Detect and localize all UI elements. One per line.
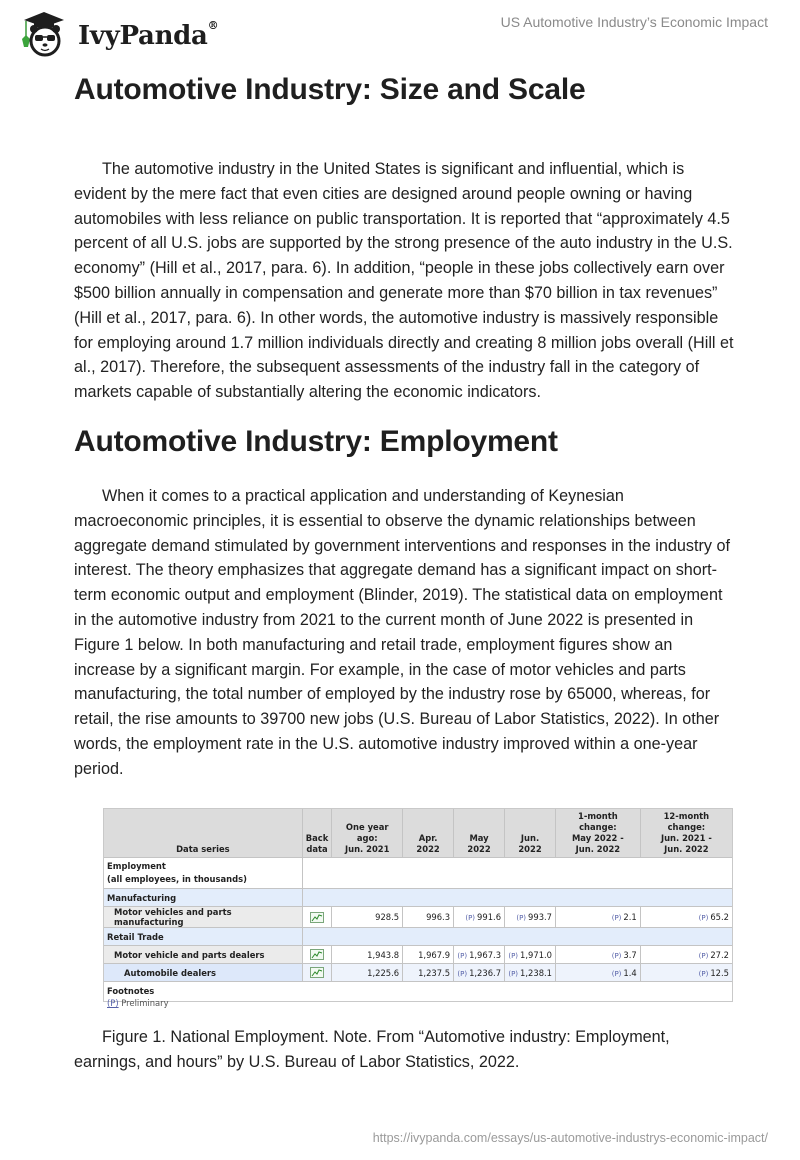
cell-value: 1,238.1 [520, 967, 553, 978]
cell-jun-2022 [505, 907, 556, 928]
preliminary-footnote-link[interactable]: (P) [107, 998, 119, 1008]
cell-value: 3.7 [623, 949, 637, 960]
group-spacer [302, 858, 732, 889]
cell-value: 1,236.7 [469, 967, 502, 978]
section-label: Manufacturing [104, 889, 302, 907]
row-label: Motor vehicles and parts manufacturing [104, 907, 302, 928]
col-header-may-2022: May 2022 [454, 809, 505, 858]
col-header-series: Data series [104, 809, 302, 858]
cell-jun-2022 [505, 964, 556, 982]
cell-jun-2021: 1,225.6 [332, 964, 403, 982]
row-label: Automobile dealers [104, 964, 302, 982]
col-header-jun-2021 [332, 809, 403, 858]
col-header-apr-2022: Apr. 2022 [403, 809, 454, 858]
sparkline-chart-icon[interactable] [310, 949, 324, 960]
section-heading-size-and-scale: Automotive Industry: Size and Scale [74, 73, 586, 106]
sparkline-chart-icon[interactable] [310, 967, 324, 978]
figure-caption: Figure 1. National Employment. Note. From “Automotive industry: Employment, earnings, and hours” by U.S. Bureau of Labor Statistics, 2022. [74, 1028, 670, 1071]
col-header-12-month-change [640, 809, 732, 858]
back-data-link[interactable] [302, 946, 332, 964]
cell-1-month-change [556, 907, 641, 928]
cell-value: 65.2 [710, 912, 729, 922]
cell-12-month-change [640, 964, 732, 982]
cell-apr-2022: 1,967.9 [403, 946, 454, 964]
table-group-row-employment [104, 858, 732, 889]
employment-table [104, 809, 732, 982]
footnote-text: Preliminary [118, 998, 169, 1008]
footnote-preliminary [107, 998, 729, 1008]
sparkline-chart-icon[interactable] [310, 912, 324, 923]
col-header-back-line2: data [306, 844, 328, 854]
group-subtitle: (all employees, in thousands) [107, 874, 247, 884]
group-title: Employment [107, 861, 166, 871]
cell-jun-2022 [505, 946, 556, 964]
section-label: Retail Trade [104, 928, 302, 946]
col-header-back-data [302, 809, 332, 858]
cell-jun-2021: 928.5 [332, 907, 403, 928]
preliminary-link[interactable]: (P) [508, 951, 519, 960]
cell-value: 1,971.0 [520, 949, 553, 960]
cell-may-2022 [454, 907, 505, 928]
col-header-jun2021-line1: One year ago: [345, 822, 389, 843]
preliminary-link[interactable]: (P) [457, 969, 468, 978]
registered-mark: ® [207, 19, 219, 32]
cell-value: 1.4 [623, 967, 637, 978]
col-header-12m-line2: Jun. 2021 - [660, 833, 712, 843]
cell-value: 2.1 [623, 912, 637, 922]
cell-value: 12.5 [710, 967, 729, 978]
col-header-back-line1: Back [305, 833, 329, 843]
paragraph-size-and-scale: The automotive industry in the United States is significant and influential, which is evident by the mere fact that even cities are designed around people owning or having automobiles with less reliance on public transportation. It is reported that “approximately 4.5 percent of all U.S. jobs are supported by the strong presence of the auto industry in the U.S. economy” (Hill et al., 2017, para. 6). In addition, “people in these jobs collectively earn over $500 billion annually in compensation and generate more than $70 billion in tax revenues” (Hill et al., 2017, para. 6). In other words, the automotive industry is massively responsible for employing around 1.7 million individuals directly and creating 8 million jobs overall (Hill et al., 2017). Therefore, the subsequent assessments of the industry fall in the category of markets capable of substantially altering the economic indicators. [74, 160, 734, 402]
preliminary-link[interactable]: (P) [516, 914, 527, 922]
footnotes-title: Footnotes [107, 986, 155, 996]
section-heading-employment: Automotive Industry: Employment [74, 425, 558, 458]
preliminary-link[interactable]: (P) [465, 914, 476, 922]
col-header-12m-line1: 12-month change: [663, 811, 710, 832]
back-data-link[interactable] [302, 964, 332, 982]
panda-graduate-icon [18, 7, 74, 57]
preliminary-link[interactable]: (P) [611, 951, 622, 960]
section-spacer [302, 889, 732, 907]
table-section-row-retail [104, 928, 732, 946]
row-label: Motor vehicle and parts dealers [104, 946, 302, 964]
source-url[interactable]: https://ivypanda.com/essays/us-automotive-industrys-economic-impact/ [372, 1131, 768, 1145]
col-header-1m-line1: 1-month change: [578, 811, 618, 832]
cell-may-2022 [454, 964, 505, 982]
brand-name [78, 21, 218, 51]
table-header-row [104, 809, 732, 858]
preliminary-link[interactable]: (P) [611, 969, 622, 978]
table-row [104, 964, 732, 982]
preliminary-link[interactable]: (P) [457, 951, 468, 960]
col-header-1m-line3: Jun. 2022 [575, 844, 621, 854]
cell-1-month-change [556, 946, 641, 964]
cell-value: 993.7 [528, 912, 553, 922]
page-header [0, 0, 800, 60]
table-row [104, 946, 732, 964]
col-header-1m-line2: May 2022 - [571, 833, 624, 843]
col-header-12m-line3: Jun. 2022 [664, 844, 709, 854]
preliminary-link[interactable]: (P) [611, 914, 622, 922]
preliminary-link[interactable]: (P) [698, 951, 709, 960]
brand-label: IvyPanda [78, 21, 208, 51]
document-title: US Automotive Industry’s Economic Impact [500, 14, 768, 30]
cell-12-month-change [640, 907, 732, 928]
cell-value: 991.6 [477, 912, 502, 922]
cell-may-2022 [454, 946, 505, 964]
preliminary-link[interactable]: (P) [698, 914, 709, 922]
section-spacer [302, 928, 732, 946]
ivypanda-logo[interactable] [18, 7, 218, 57]
table-footnotes [104, 982, 732, 1012]
cell-apr-2022: 1,237.5 [403, 964, 454, 982]
col-header-jun-2022: Jun. 2022 [505, 809, 556, 858]
group-label [104, 858, 302, 889]
cell-value: 27.2 [710, 949, 729, 960]
cell-1-month-change [556, 964, 641, 982]
cell-12-month-change [640, 946, 732, 964]
col-header-1-month-change [556, 809, 641, 858]
cell-value: 1,967.3 [469, 949, 502, 960]
table-section-row-manufacturing [104, 889, 732, 907]
paragraph-employment: When it comes to a practical application and understanding of Keynesian macroeconomic principles, it is essential to observe the dynamic relationships between aggregate demand stimulated by government interventions and responses in the industry of interest. The theory emphasizes that aggregate demand has a significant impact on short-term economic output and employment (Blinder, 2019). The statistical data on employment in the automotive industry from 2021 to the current month of June 2022 is presented in Figure 1 below. In both manufacturing and retail trade, employment figures show an increase by a significant margin. For example, in the case of motor vehicles and parts manufacturing, the total number of employed by the industry rose by 65000, whereas, for retail, the rise amounts to 39700 new jobs (U.S. Bureau of Labor Statistics, 2022). In other words, the employment rate in the U.S. automotive industry improved within a one-year period. [74, 487, 730, 778]
figure-employment-table [103, 808, 733, 1008]
col-header-jun2021-line2: Jun. 2021 [345, 844, 390, 854]
preliminary-link[interactable]: (P) [508, 969, 519, 978]
cell-apr-2022: 996.3 [403, 907, 454, 928]
back-data-link[interactable] [302, 907, 332, 928]
table-row [104, 907, 732, 928]
cell-jun-2021: 1,943.8 [332, 946, 403, 964]
preliminary-link[interactable]: (P) [698, 969, 709, 978]
